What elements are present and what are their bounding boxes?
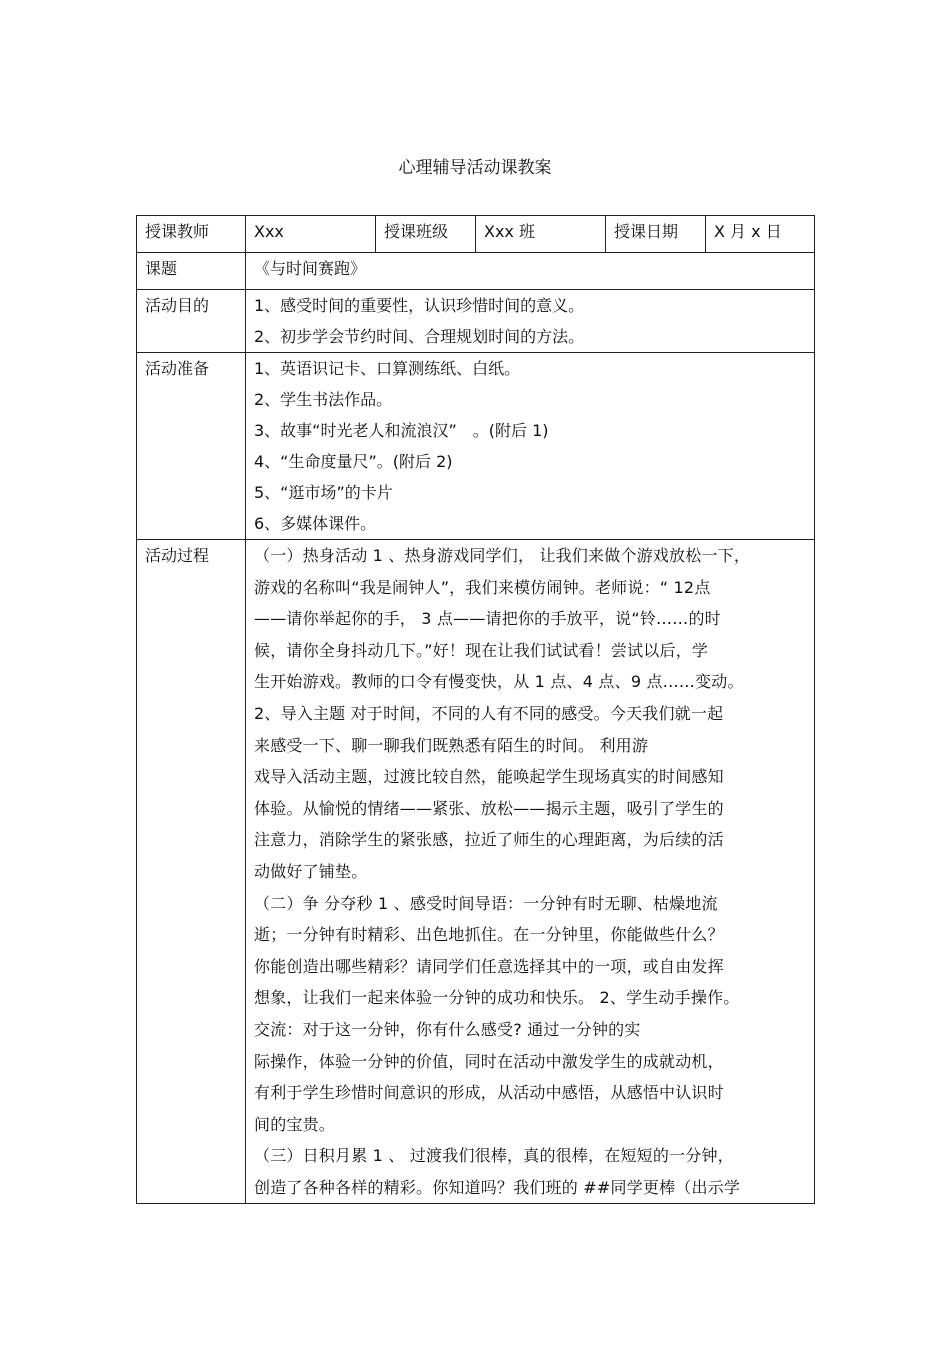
goals-row	[137, 290, 815, 353]
process-line: 生开始游戏。教师的口令有慢变快，从 1 点、4 点、9 点……变动。	[254, 672, 744, 692]
process-line: 际操作，体验一分钟的价值，同时在活动中激发学生的成就动机，	[254, 1051, 724, 1071]
process-line: 动做好了铺垫。	[254, 861, 368, 881]
process-label: 活动过程	[137, 540, 246, 1204]
process-line: 候，请你全身抖动几下。”好！现在让我们试试看！尝试以后，学	[254, 640, 709, 660]
process-line: 逝；一分钟有时精彩、出色地抓住。在一分钟里，你能做些什么？	[254, 925, 724, 945]
preparation-item: 1、英语识记卡、口算测练纸、白纸。	[254, 359, 521, 378]
process-content	[246, 540, 815, 1204]
topic-row	[137, 253, 815, 290]
lesson-plan-table	[136, 215, 815, 1204]
process-line: 注意力，消除学生的紧张感，拉近了师生的心理距离，为后续的活	[254, 830, 724, 850]
process-row	[137, 540, 815, 1204]
preparation-item: 3、故事“时光老人和流浪汉” 。(附后 1)	[254, 421, 549, 440]
preparation-item: 5、“逛市场”的卡片	[254, 483, 393, 502]
header-row	[137, 216, 815, 253]
preparation-row	[137, 353, 815, 540]
process-line: 体验。从愉悦的情绪——紧张、放松——揭示主题，吸引了学生的	[254, 798, 724, 818]
process-line: 有利于学生珍惜时间意识的形成，从活动中感悟，从感悟中认识时	[254, 1083, 724, 1103]
process-line: 想象，让我们一起来体验一分钟的成功和快乐。 2、学生动手操作。	[254, 988, 740, 1008]
topic-label: 课题	[137, 253, 246, 290]
process-line: 2、导入主题 对于时间，不同的人有不同的感受。今天我们就一起	[254, 703, 724, 723]
process-line: （三）日积月累 1 、 过渡我们很棒，真的很棒，在短短的一分钟，	[254, 1146, 734, 1166]
teacher-label: 授课教师	[137, 216, 246, 253]
goals-content	[246, 290, 815, 353]
date-label: 授课日期	[606, 216, 706, 253]
process-line: 游戏的名称叫“我是闹钟人”，我们来模仿闹钟。老师说：“ 12点	[254, 577, 711, 597]
goal-item: 1、感受时间的重要性，认识珍惜时间的意义。	[254, 296, 585, 315]
process-line: （二）争 分夺秒 1 、感受时间导语：一分钟有时无聊、枯燥地流	[254, 893, 718, 913]
topic-value: 《与时间赛跑》	[246, 253, 815, 290]
process-line: 交流：对于这一分钟，你有什么感受? 通过一分钟的实	[254, 1019, 641, 1039]
process-line: 你能创造出哪些精彩？请同学们任意选择其中的一项，或自由发挥	[254, 956, 724, 976]
process-line: ——请你举起你的手， 3 点——请把你的手放平，说“铃……的时	[254, 609, 721, 629]
process-line: 间的宝贵。	[254, 1114, 336, 1134]
preparation-item: 6、多媒体课件。	[254, 514, 377, 533]
class-label: 授课班级	[376, 216, 476, 253]
date-value: X 月 x 日	[706, 216, 815, 253]
preparation-item: 2、学生书法作品。	[254, 390, 393, 409]
preparation-content	[246, 353, 815, 540]
preparation-label: 活动准备	[137, 353, 246, 540]
process-line: 戏导入活动主题，过渡比较自然，能唤起学生现场真实的时间感知	[254, 767, 724, 787]
preparation-item: 4、“生命度量尺”。(附后 2)	[254, 452, 453, 471]
class-value: Xxx 班	[476, 216, 606, 253]
process-line: 创造了各种各样的精彩。你知道吗？我们班的 ##同学更棒（出示学	[254, 1177, 741, 1197]
goals-label: 活动目的	[137, 290, 246, 353]
process-line: （一）热身活动 1 、热身游戏同学们， 让我们来做个游戏放松一下，	[254, 546, 751, 565]
process-line: 来感受一下、聊一聊我们既熟悉有陌生的时间。 利用游	[254, 735, 649, 755]
goal-item: 2、初步学会节约时间、合理规划时间的方法。	[254, 327, 585, 346]
teacher-value: Xxx	[246, 216, 376, 253]
document-title: 心理辅导活动课教案	[398, 158, 552, 178]
